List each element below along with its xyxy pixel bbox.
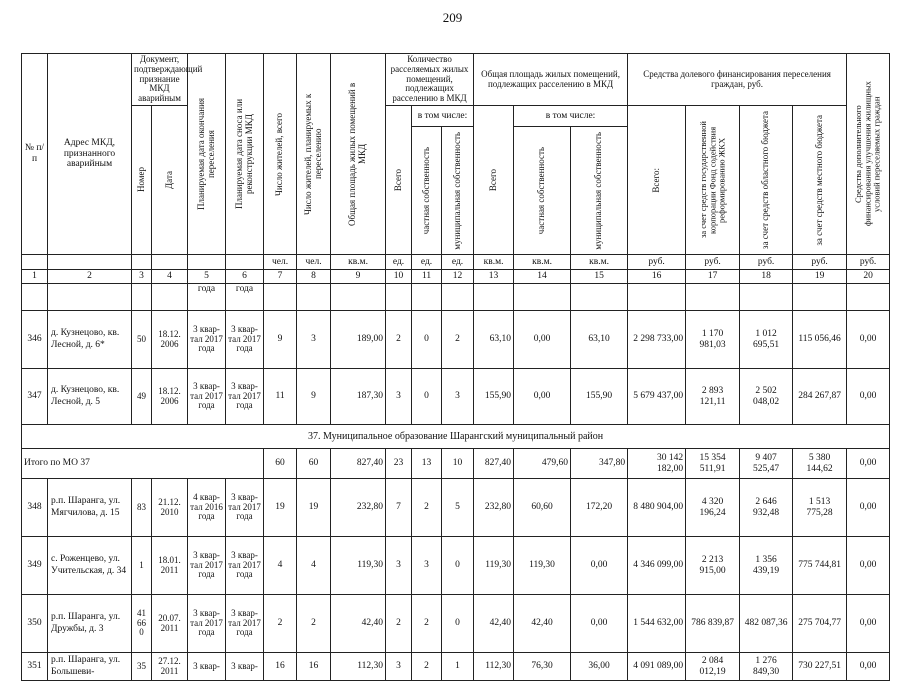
header-document: Документ, подтверждающий признание МКД аварийным [132,54,188,106]
unit-cell: руб. [847,255,890,270]
cell-q2: 3 квар- тал 2017 года [226,479,264,537]
header-fund-federal: за счет средств государственной корпорации Фонд содействия реформированию ЖКХ [686,106,740,255]
cell-address: р.п. Шаранга, ул. Мягчилова, д. 15 [48,479,132,537]
col-number: 13 [474,270,514,284]
cell-f-reg: 482 087,36 [740,595,793,653]
continued-cell: года [226,284,264,311]
header-residents-planned: Число жителей, планируемых к переселению [297,54,331,255]
col-number: 1 [22,270,48,284]
cell-f-loc: 775 744,81 [793,537,847,595]
cell-area: 119,30 [331,537,386,595]
col-number: 7 [264,270,297,284]
total-cell: 23 [386,449,412,479]
header-funds: Средства долевого финансирования переселения граждан, руб. [628,54,847,106]
header-doc-number: Номер [132,106,152,255]
cell-residents: 4 [264,537,297,595]
cell-area: 112,30 [331,653,386,681]
header-area-municipal: муниципальная собственность [571,127,628,255]
total-label: Итого по МО 37 [22,449,264,479]
cell-q1: 3 квар- тал 2017 года [188,311,226,369]
cell-address: р.п. Шаранга, ул. Большеви- [48,653,132,681]
total-cell: 9 407 525,47 [740,449,793,479]
cell-num: 349 [22,537,48,595]
cell-doc-date: 18.12. 2006 [152,311,188,369]
cell-doc-number: 49 [132,369,152,425]
header-premises-incl: в том числе: [412,106,474,127]
header-planned-resettle-end: Планируемая дата окончания переселения [188,54,226,255]
cell-doc-date: 27.12. 2011 [152,653,188,681]
cell-q2: 3 квар- тал 2017 года [226,369,264,425]
header-area-private: частная собственность [514,127,571,255]
unit-cell: руб. [793,255,847,270]
col-number: 4 [152,270,188,284]
cell-area: 189,00 [331,311,386,369]
cell-a-municipal: 36,00 [571,653,628,681]
unit-cell: кв.м. [514,255,571,270]
unit-cell: чел. [297,255,331,270]
header-address: Адрес МКД, признанного аварийным [48,54,132,255]
cell-total: 3 [386,369,412,425]
header-premises-private: частная собственность [412,127,442,255]
continuation-row [22,284,890,311]
header-row-2 [22,106,890,127]
header-num: № п/п [22,54,48,255]
cell-f-loc: 1 513 775,28 [793,479,847,537]
cell-q2: 3 квар- тал 2017 года [226,311,264,369]
cell-f-fed: 2 893 121,11 [686,369,740,425]
cell-f-fed: 2 084 012,19 [686,653,740,681]
cell-f-reg: 1 356 439,19 [740,537,793,595]
cell-f-total: 2 298 733,00 [628,311,686,369]
header-doc-date: Дата [152,106,188,255]
cell-f-fed: 786 839,87 [686,595,740,653]
cell-address: д. Кузнецово, кв. Лесной, д. 5 [48,369,132,425]
column-numbers-row [22,270,890,284]
unit-cell: кв.м. [331,255,386,270]
cell-total: 3 [386,653,412,681]
col-number: 14 [514,270,571,284]
cell-f-total: 1 544 632,00 [628,595,686,653]
cell-a-total: 232,80 [474,479,514,537]
unit-cell: кв.м. [474,255,514,270]
cell-f-reg: 2 502 048,02 [740,369,793,425]
cell-q1: 3 квар- [188,653,226,681]
cell-municipal: 3 [442,369,474,425]
cell-f-reg: 2 646 932,48 [740,479,793,537]
unit-cell: ед. [442,255,474,270]
cell-f-fed: 2 213 915,00 [686,537,740,595]
cell-total: 3 [386,537,412,595]
header-premises-count: Количество расселяемых жилых помещений, подлежащих расселению в МКД [386,54,474,106]
unit-cell: руб. [686,255,740,270]
unit-cell: ед. [412,255,442,270]
cell-q1: 3 квар- тал 2017 года [188,369,226,425]
total-cell: 0,00 [847,449,890,479]
table-row [22,537,890,595]
cell-area: 42,40 [331,595,386,653]
cell-municipal: 0 [442,595,474,653]
cell-a-municipal: 0,00 [571,595,628,653]
cell-municipal: 5 [442,479,474,537]
cell-residents: 9 [264,311,297,369]
cell-address: р.п. Шаранга, ул. Дружбы, д. 3 [48,595,132,653]
total-cell: 827,40 [331,449,386,479]
cell-private: 3 [412,537,442,595]
cell-municipal: 2 [442,311,474,369]
total-cell: 13 [412,449,442,479]
header-residents: Число жителей, всего [264,54,297,255]
cell-a-total: 155,90 [474,369,514,425]
cell-q1: 3 квар- тал 2017 года [188,537,226,595]
cell-residents: 2 [264,595,297,653]
cell-q2: 3 квар- [226,653,264,681]
header-total-area: Общая площадь жилых помещений в МКД [331,54,386,255]
cell-num: 348 [22,479,48,537]
col-number: 15 [571,270,628,284]
cell-residents: 11 [264,369,297,425]
col-number: 5 [188,270,226,284]
cell-q2: 3 квар- тал 2017 года [226,595,264,653]
cell-a-municipal: 155,90 [571,369,628,425]
col-number: 10 [386,270,412,284]
cell-extra: 0,00 [847,311,890,369]
cell-f-total: 5 679 437,00 [628,369,686,425]
total-cell: 479,60 [514,449,571,479]
cell-f-reg: 1 276 849,30 [740,653,793,681]
unit-cell: кв.м. [571,255,628,270]
total-cell: 15 354 511,91 [686,449,740,479]
unit-cell: ед. [386,255,412,270]
cell-f-loc: 730 227,51 [793,653,847,681]
cell-planned: 4 [297,537,331,595]
cell-planned: 2 [297,595,331,653]
header-fund-regional: за счет средств областного бюджета [740,106,793,255]
cell-planned: 19 [297,479,331,537]
header-fund-local: за счет средств местного бюджета [793,106,847,255]
header-area-total: Всего [474,106,514,255]
col-number: 3 [132,270,152,284]
cell-doc-date: 21.12. 2010 [152,479,188,537]
col-number: 12 [442,270,474,284]
header-row-1 [22,54,890,106]
total-cell: 30 142 182,00 [628,449,686,479]
unit-cell: чел. [264,255,297,270]
cell-address: д. Кузнецово, кв. Лесной, д. 6* [48,311,132,369]
cell-a-municipal: 63,10 [571,311,628,369]
unit-cell: руб. [628,255,686,270]
total-cell: 10 [442,449,474,479]
total-cell: 60 [297,449,331,479]
cell-total: 2 [386,311,412,369]
cell-total: 2 [386,595,412,653]
header-area-incl: в том числе: [514,106,628,127]
cell-f-total: 8 480 904,00 [628,479,686,537]
cell-q1: 3 квар- тал 2017 года [188,595,226,653]
header-area-resettle: Общая площадь жилых помещений, подлежащих расселению в МКД [474,54,628,106]
total-row [22,449,890,479]
cell-residents: 19 [264,479,297,537]
table-row [22,369,890,425]
header-planned-demolition: Планируемая дата сноса или реконструкции МКД [226,54,264,255]
cell-a-private: 0,00 [514,369,571,425]
units-row [22,255,890,270]
col-number: 19 [793,270,847,284]
cell-a-total: 63,10 [474,311,514,369]
cell-f-loc: 275 704,77 [793,595,847,653]
col-number: 6 [226,270,264,284]
cell-a-private: 119,30 [514,537,571,595]
cell-municipal: 1 [442,653,474,681]
cell-doc-number: 1 [132,537,152,595]
cell-a-private: 42,40 [514,595,571,653]
col-number: 11 [412,270,442,284]
table-row [22,311,890,369]
cell-extra: 0,00 [847,537,890,595]
cell-area: 232,80 [331,479,386,537]
cell-address: с. Роженцево, ул. Учительская, д. 34 [48,537,132,595]
cell-a-municipal: 0,00 [571,537,628,595]
col-number: 2 [48,270,132,284]
cell-a-total: 112,30 [474,653,514,681]
cell-num: 347 [22,369,48,425]
cell-f-fed: 1 170 981,03 [686,311,740,369]
col-number: 18 [740,270,793,284]
table-row [22,653,890,681]
cell-num: 350 [22,595,48,653]
cell-a-total: 42,40 [474,595,514,653]
header-premises-total: Всего [386,106,412,255]
total-cell: 827,40 [474,449,514,479]
total-cell: 5 380 144,62 [793,449,847,479]
table-row [22,479,890,537]
cell-extra: 0,00 [847,369,890,425]
cell-a-private: 76,30 [514,653,571,681]
cell-doc-date: 18.12. 2006 [152,369,188,425]
cell-num: 346 [22,311,48,369]
col-number: 20 [847,270,890,284]
header-premises-municipal: муниципальная собственность [442,127,474,255]
cell-num: 351 [22,653,48,681]
table-row [22,595,890,653]
cell-a-municipal: 172,20 [571,479,628,537]
unit-cell: руб. [740,255,793,270]
cell-doc-number: 83 [132,479,152,537]
section-title: 37. Муниципальное образование Шарангский муниципальный район [22,425,890,449]
cell-extra: 0,00 [847,595,890,653]
col-number: 8 [297,270,331,284]
resettlement-table [21,53,890,681]
cell-residents: 16 [264,653,297,681]
cell-municipal: 0 [442,537,474,595]
cell-planned: 16 [297,653,331,681]
cell-q2: 3 квар- тал 2017 года [226,537,264,595]
cell-f-fed: 4 320 196,24 [686,479,740,537]
cell-f-loc: 115 056,46 [793,311,847,369]
cell-doc-date: 20.07. 2011 [152,595,188,653]
cell-private: 2 [412,595,442,653]
cell-doc-number: 41 66 0 [132,595,152,653]
cell-q1: 4 квар- тал 2016 года [188,479,226,537]
cell-area: 187,30 [331,369,386,425]
cell-private: 2 [412,479,442,537]
cell-extra: 0,00 [847,479,890,537]
cell-planned: 9 [297,369,331,425]
header-fund-total: Всего: [628,106,686,255]
cell-doc-number: 35 [132,653,152,681]
cell-doc-number: 50 [132,311,152,369]
cell-a-total: 119,30 [474,537,514,595]
cell-f-loc: 284 267,87 [793,369,847,425]
continued-cell: года [188,284,226,311]
cell-total: 7 [386,479,412,537]
page-number: 209 [442,10,463,25]
cell-private: 0 [412,311,442,369]
cell-f-total: 4 346 099,00 [628,537,686,595]
cell-planned: 3 [297,311,331,369]
cell-f-reg: 1 012 695,51 [740,311,793,369]
col-number: 9 [331,270,386,284]
total-cell: 60 [264,449,297,479]
total-cell: 347,80 [571,449,628,479]
cell-doc-date: 18.01. 2011 [152,537,188,595]
col-number: 16 [628,270,686,284]
header-extra-funds: Средства дополнительного финансирования улучшения жилищных условий переселяемых граждан [847,54,890,255]
cell-a-private: 0,00 [514,311,571,369]
cell-private: 2 [412,653,442,681]
cell-private: 0 [412,369,442,425]
col-number: 17 [686,270,740,284]
section-row [22,425,890,449]
cell-f-total: 4 091 089,00 [628,653,686,681]
cell-extra: 0,00 [847,653,890,681]
cell-a-private: 60,60 [514,479,571,537]
